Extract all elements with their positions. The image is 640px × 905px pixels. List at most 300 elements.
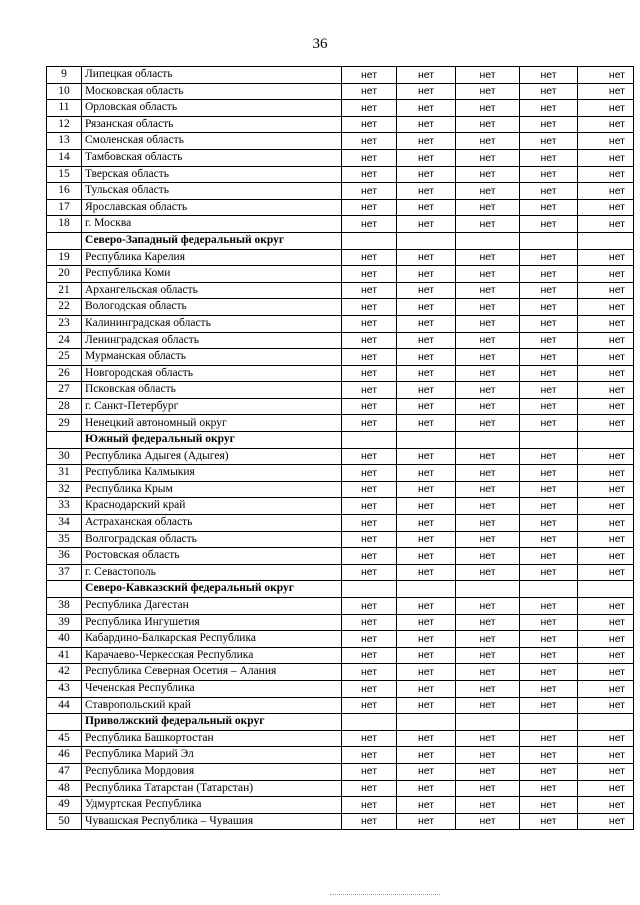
region-name: Тверская область (82, 166, 342, 183)
row-number: 50 (47, 813, 82, 830)
value-cell-2: нет (397, 83, 456, 100)
value-cell-3: нет (456, 166, 520, 183)
table-row (47, 149, 634, 166)
value-cell-2: нет (397, 315, 456, 332)
table-row (47, 199, 634, 216)
region-name: Чувашская Республика – Чувашия (82, 813, 342, 830)
value-cell-2: нет (397, 133, 456, 150)
value-cell-4: нет (520, 365, 578, 382)
value-cell-4: нет (520, 813, 578, 830)
value-cell-3: нет (456, 149, 520, 166)
row-number: 14 (47, 149, 82, 166)
value-cell-3: нет (456, 531, 520, 548)
value-cell-1: нет (342, 631, 397, 648)
value-cell-3: нет (456, 664, 520, 681)
regions-table (46, 66, 634, 830)
value-cell-3: нет (456, 797, 520, 814)
region-name: Ставропольский край (82, 697, 342, 714)
value-cell-4: нет (520, 216, 578, 233)
row-number: 22 (47, 299, 82, 316)
value-cell-3: нет (456, 365, 520, 382)
value-cell-4: нет (520, 398, 578, 415)
row-number: 31 (47, 465, 82, 482)
value-cell-2: нет (397, 149, 456, 166)
value-cell-5: нет (578, 216, 634, 233)
section-empty-cell (520, 432, 578, 449)
value-cell-4: нет (520, 299, 578, 316)
value-cell-2: нет (397, 763, 456, 780)
value-cell-2: нет (397, 730, 456, 747)
row-number: 35 (47, 531, 82, 548)
region-name: Тамбовская область (82, 149, 342, 166)
row-number: 49 (47, 797, 82, 814)
region-name: Карачаево-Черкесская Республика (82, 647, 342, 664)
table-row (47, 531, 634, 548)
value-cell-4: нет (520, 83, 578, 100)
region-name: Мурманская область (82, 349, 342, 366)
table-row (47, 548, 634, 565)
table-row (47, 481, 634, 498)
value-cell-5: нет (578, 730, 634, 747)
table-row (47, 282, 634, 299)
row-number: 25 (47, 349, 82, 366)
row-number: 30 (47, 448, 82, 465)
row-number: 16 (47, 183, 82, 200)
value-cell-1: нет (342, 697, 397, 714)
row-number: 33 (47, 498, 82, 515)
value-cell-1: нет (342, 515, 397, 532)
value-cell-5: нет (578, 116, 634, 133)
row-number: 37 (47, 564, 82, 581)
section-empty-cell (456, 232, 520, 249)
value-cell-1: нет (342, 797, 397, 814)
value-cell-4: нет (520, 282, 578, 299)
section-empty-cell (578, 714, 634, 731)
value-cell-5: нет (578, 282, 634, 299)
region-name: Орловская область (82, 100, 342, 117)
value-cell-3: нет (456, 382, 520, 399)
section-title: Приволжский федеральный округ (82, 714, 342, 731)
table-row (47, 680, 634, 697)
value-cell-4: нет (520, 415, 578, 432)
scan-mark (330, 894, 440, 897)
value-cell-2: нет (397, 116, 456, 133)
value-cell-3: нет (456, 448, 520, 465)
value-cell-4: нет (520, 133, 578, 150)
value-cell-5: нет (578, 199, 634, 216)
table-row (47, 266, 634, 283)
value-cell-1: нет (342, 282, 397, 299)
value-cell-3: нет (456, 813, 520, 830)
region-name: Республика Ингушетия (82, 614, 342, 631)
value-cell-1: нет (342, 780, 397, 797)
value-cell-2: нет (397, 780, 456, 797)
value-cell-5: нет (578, 797, 634, 814)
value-cell-2: нет (397, 199, 456, 216)
value-cell-2: нет (397, 382, 456, 399)
row-number: 26 (47, 365, 82, 382)
table-row (47, 382, 634, 399)
row-number: 23 (47, 315, 82, 332)
value-cell-1: нет (342, 398, 397, 415)
row-number: 10 (47, 83, 82, 100)
value-cell-5: нет (578, 448, 634, 465)
region-name: Ленинградская область (82, 332, 342, 349)
section-number-cell (47, 232, 82, 249)
value-cell-3: нет (456, 598, 520, 615)
value-cell-3: нет (456, 199, 520, 216)
value-cell-4: нет (520, 166, 578, 183)
value-cell-3: нет (456, 183, 520, 200)
value-cell-2: нет (397, 631, 456, 648)
row-number: 27 (47, 382, 82, 399)
section-header-row (47, 232, 634, 249)
value-cell-4: нет (520, 680, 578, 697)
value-cell-4: нет (520, 664, 578, 681)
section-empty-cell (578, 232, 634, 249)
value-cell-3: нет (456, 763, 520, 780)
table-row (47, 415, 634, 432)
value-cell-4: нет (520, 531, 578, 548)
value-cell-1: нет (342, 299, 397, 316)
table-row (47, 780, 634, 797)
table-row (47, 448, 634, 465)
value-cell-3: нет (456, 249, 520, 266)
value-cell-1: нет (342, 680, 397, 697)
value-cell-3: нет (456, 282, 520, 299)
table-row (47, 116, 634, 133)
table-row (47, 498, 634, 515)
section-empty-cell (397, 432, 456, 449)
value-cell-5: нет (578, 315, 634, 332)
value-cell-4: нет (520, 515, 578, 532)
value-cell-1: нет (342, 199, 397, 216)
value-cell-3: нет (456, 315, 520, 332)
value-cell-3: нет (456, 216, 520, 233)
region-name: Республика Башкортостан (82, 730, 342, 747)
table-row (47, 664, 634, 681)
region-name: Волгоградская область (82, 531, 342, 548)
value-cell-3: нет (456, 515, 520, 532)
value-cell-1: нет (342, 747, 397, 764)
value-cell-4: нет (520, 266, 578, 283)
value-cell-3: нет (456, 614, 520, 631)
value-cell-2: нет (397, 680, 456, 697)
value-cell-5: нет (578, 680, 634, 697)
value-cell-1: нет (342, 266, 397, 283)
table-row (47, 813, 634, 830)
value-cell-3: нет (456, 697, 520, 714)
value-cell-1: нет (342, 498, 397, 515)
value-cell-1: нет (342, 365, 397, 382)
value-cell-3: нет (456, 780, 520, 797)
table-row (47, 332, 634, 349)
region-name: Чеченская Республика (82, 680, 342, 697)
value-cell-4: нет (520, 647, 578, 664)
value-cell-5: нет (578, 266, 634, 283)
value-cell-5: нет (578, 564, 634, 581)
section-title: Северо-Кавказский федеральный округ (82, 581, 342, 598)
region-name: Архангельская область (82, 282, 342, 299)
region-name: Калининградская область (82, 315, 342, 332)
region-name: г. Севастополь (82, 564, 342, 581)
row-number: 12 (47, 116, 82, 133)
value-cell-4: нет (520, 697, 578, 714)
value-cell-3: нет (456, 548, 520, 565)
section-empty-cell (578, 432, 634, 449)
value-cell-2: нет (397, 498, 456, 515)
value-cell-5: нет (578, 166, 634, 183)
row-number: 38 (47, 598, 82, 615)
value-cell-5: нет (578, 813, 634, 830)
region-name: г. Москва (82, 216, 342, 233)
table-row (47, 515, 634, 532)
value-cell-2: нет (397, 564, 456, 581)
table-row (47, 763, 634, 780)
value-cell-5: нет (578, 481, 634, 498)
value-cell-1: нет (342, 133, 397, 150)
section-empty-cell (397, 581, 456, 598)
value-cell-5: нет (578, 365, 634, 382)
value-cell-1: нет (342, 813, 397, 830)
section-header-row (47, 432, 634, 449)
region-name: Удмуртская Республика (82, 797, 342, 814)
row-number: 34 (47, 515, 82, 532)
region-name: Московская область (82, 83, 342, 100)
value-cell-4: нет (520, 382, 578, 399)
value-cell-1: нет (342, 465, 397, 482)
region-name: Республика Татарстан (Татарстан) (82, 780, 342, 797)
table-row (47, 249, 634, 266)
table-row (47, 465, 634, 482)
value-cell-1: нет (342, 614, 397, 631)
regions-table-body (47, 67, 634, 830)
value-cell-4: нет (520, 249, 578, 266)
value-cell-3: нет (456, 116, 520, 133)
value-cell-3: нет (456, 398, 520, 415)
region-name: Республика Адыгея (Адыгея) (82, 448, 342, 465)
value-cell-1: нет (342, 548, 397, 565)
value-cell-3: нет (456, 100, 520, 117)
table-row (47, 598, 634, 615)
value-cell-5: нет (578, 398, 634, 415)
value-cell-3: нет (456, 83, 520, 100)
value-cell-2: нет (397, 282, 456, 299)
table-row (47, 647, 634, 664)
row-number: 24 (47, 332, 82, 349)
row-number: 20 (47, 266, 82, 283)
row-number: 32 (47, 481, 82, 498)
value-cell-5: нет (578, 697, 634, 714)
row-number: 28 (47, 398, 82, 415)
value-cell-3: нет (456, 680, 520, 697)
table-row (47, 564, 634, 581)
region-name: Псковская область (82, 382, 342, 399)
table-row (47, 631, 634, 648)
value-cell-2: нет (397, 531, 456, 548)
value-cell-4: нет (520, 67, 578, 84)
section-empty-cell (456, 581, 520, 598)
row-number: 40 (47, 631, 82, 648)
table-row (47, 166, 634, 183)
region-name: Краснодарский край (82, 498, 342, 515)
value-cell-4: нет (520, 548, 578, 565)
section-empty-cell (520, 581, 578, 598)
table-row (47, 100, 634, 117)
value-cell-4: нет (520, 349, 578, 366)
section-title: Северо-Западный федеральный округ (82, 232, 342, 249)
section-empty-cell (397, 232, 456, 249)
section-empty-cell (342, 581, 397, 598)
value-cell-2: нет (397, 183, 456, 200)
value-cell-5: нет (578, 149, 634, 166)
section-empty-cell (520, 714, 578, 731)
value-cell-5: нет (578, 548, 634, 565)
value-cell-4: нет (520, 498, 578, 515)
value-cell-1: нет (342, 647, 397, 664)
section-number-cell (47, 714, 82, 731)
table-row (47, 349, 634, 366)
table-row (47, 730, 634, 747)
value-cell-5: нет (578, 382, 634, 399)
value-cell-3: нет (456, 266, 520, 283)
table-row (47, 398, 634, 415)
section-number-cell (47, 432, 82, 449)
value-cell-3: нет (456, 332, 520, 349)
value-cell-2: нет (397, 548, 456, 565)
region-name: Новгородская область (82, 365, 342, 382)
table-row (47, 133, 634, 150)
value-cell-1: нет (342, 183, 397, 200)
row-number: 15 (47, 166, 82, 183)
value-cell-3: нет (456, 349, 520, 366)
value-cell-5: нет (578, 498, 634, 515)
value-cell-4: нет (520, 614, 578, 631)
value-cell-2: нет (397, 100, 456, 117)
value-cell-2: нет (397, 332, 456, 349)
region-name: Республика Северная Осетия – Алания (82, 664, 342, 681)
region-name: Кабардино-Балкарская Республика (82, 631, 342, 648)
row-number: 11 (47, 100, 82, 117)
row-number: 48 (47, 780, 82, 797)
value-cell-1: нет (342, 531, 397, 548)
section-empty-cell (342, 232, 397, 249)
row-number: 39 (47, 614, 82, 631)
value-cell-2: нет (397, 365, 456, 382)
row-number: 46 (47, 747, 82, 764)
value-cell-1: нет (342, 664, 397, 681)
value-cell-5: нет (578, 100, 634, 117)
section-title: Южный федеральный округ (82, 432, 342, 449)
value-cell-2: нет (397, 813, 456, 830)
value-cell-5: нет (578, 598, 634, 615)
value-cell-3: нет (456, 747, 520, 764)
value-cell-5: нет (578, 83, 634, 100)
value-cell-5: нет (578, 631, 634, 648)
row-number: 45 (47, 730, 82, 747)
page-number: 36 (312, 36, 328, 52)
value-cell-5: нет (578, 531, 634, 548)
value-cell-1: нет (342, 100, 397, 117)
section-empty-cell (578, 581, 634, 598)
value-cell-5: нет (578, 465, 634, 482)
row-number: 44 (47, 697, 82, 714)
value-cell-4: нет (520, 315, 578, 332)
table-row (47, 797, 634, 814)
section-header-row (47, 581, 634, 598)
section-number-cell (47, 581, 82, 598)
value-cell-4: нет (520, 448, 578, 465)
region-name: Республика Дагестан (82, 598, 342, 615)
value-cell-1: нет (342, 166, 397, 183)
region-name: Республика Крым (82, 481, 342, 498)
value-cell-5: нет (578, 332, 634, 349)
value-cell-2: нет (397, 747, 456, 764)
row-number: 17 (47, 199, 82, 216)
region-name: Республика Калмыкия (82, 465, 342, 482)
value-cell-2: нет (397, 266, 456, 283)
value-cell-1: нет (342, 332, 397, 349)
section-empty-cell (397, 714, 456, 731)
value-cell-1: нет (342, 216, 397, 233)
row-number: 29 (47, 415, 82, 432)
value-cell-3: нет (456, 564, 520, 581)
value-cell-2: нет (397, 664, 456, 681)
row-number: 43 (47, 680, 82, 697)
table-row (47, 67, 634, 84)
row-number: 42 (47, 664, 82, 681)
table-row (47, 315, 634, 332)
value-cell-2: нет (397, 697, 456, 714)
value-cell-2: нет (397, 415, 456, 432)
value-cell-1: нет (342, 448, 397, 465)
value-cell-4: нет (520, 747, 578, 764)
value-cell-5: нет (578, 780, 634, 797)
value-cell-4: нет (520, 199, 578, 216)
value-cell-2: нет (397, 299, 456, 316)
row-number: 36 (47, 548, 82, 565)
value-cell-5: нет (578, 763, 634, 780)
value-cell-3: нет (456, 465, 520, 482)
value-cell-5: нет (578, 249, 634, 266)
value-cell-3: нет (456, 415, 520, 432)
table-row (47, 697, 634, 714)
region-name: Смоленская область (82, 133, 342, 150)
value-cell-2: нет (397, 67, 456, 84)
value-cell-4: нет (520, 465, 578, 482)
value-cell-3: нет (456, 481, 520, 498)
section-empty-cell (456, 432, 520, 449)
value-cell-1: нет (342, 730, 397, 747)
section-empty-cell (520, 232, 578, 249)
section-empty-cell (342, 714, 397, 731)
table-row (47, 365, 634, 382)
value-cell-2: нет (397, 349, 456, 366)
table-row (47, 83, 634, 100)
value-cell-1: нет (342, 67, 397, 84)
table-row (47, 614, 634, 631)
row-number: 21 (47, 282, 82, 299)
region-name: Рязанская область (82, 116, 342, 133)
value-cell-2: нет (397, 448, 456, 465)
section-empty-cell (342, 432, 397, 449)
value-cell-3: нет (456, 730, 520, 747)
value-cell-2: нет (397, 797, 456, 814)
region-name: Республика Коми (82, 266, 342, 283)
region-name: Республика Марий Эл (82, 747, 342, 764)
region-name: Ярославская область (82, 199, 342, 216)
value-cell-1: нет (342, 116, 397, 133)
